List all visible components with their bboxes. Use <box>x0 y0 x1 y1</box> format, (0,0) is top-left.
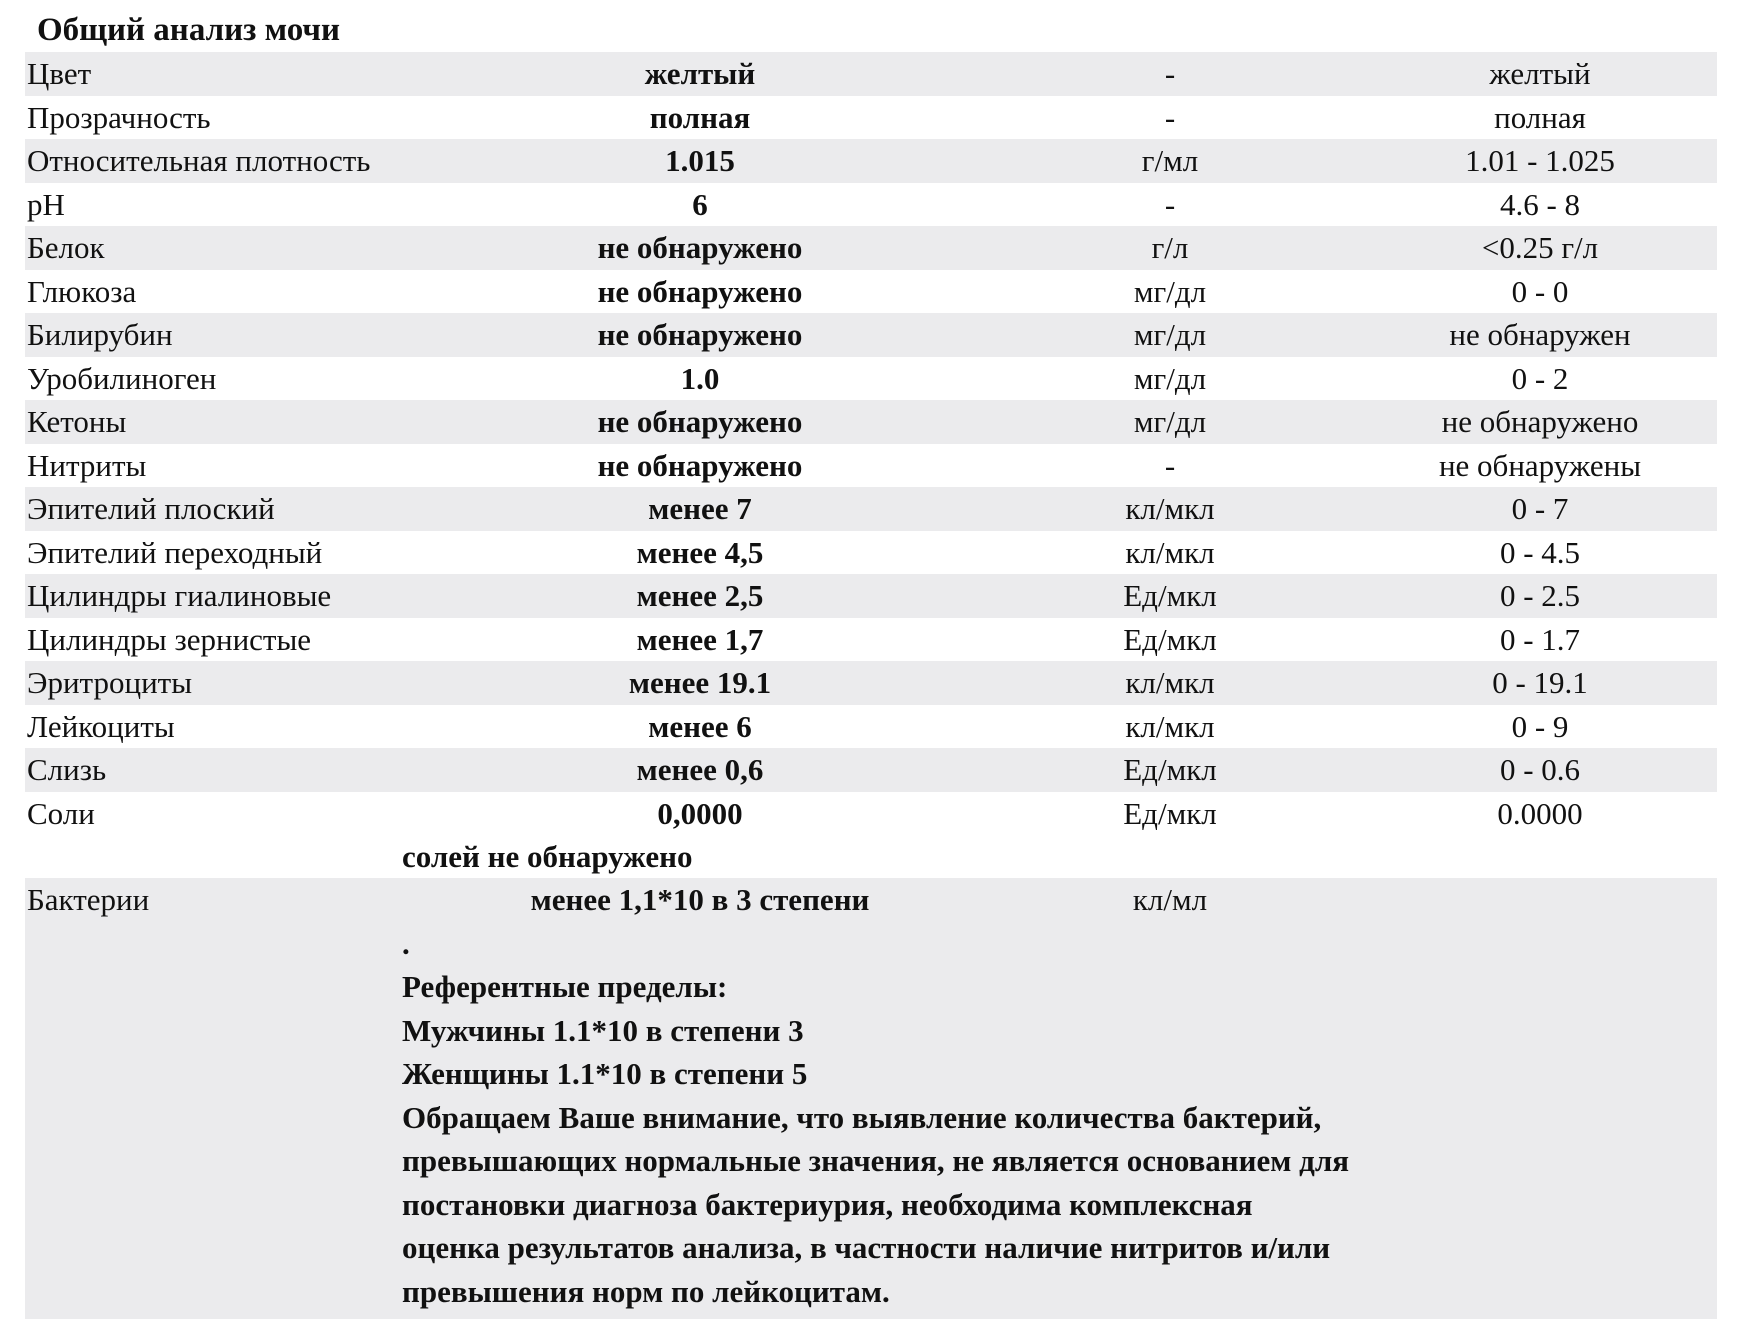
row-value: 1.0 <box>680 360 720 396</box>
row-name: Билирубин <box>27 317 173 352</box>
table-row <box>25 748 1717 792</box>
row-name: Относительная плотность <box>27 143 371 178</box>
note-line: Референтные пределы: <box>402 969 728 1004</box>
table-row <box>25 487 1717 531</box>
row-unit: кл/мкл <box>1125 665 1215 700</box>
table-row <box>25 270 1717 314</box>
table-row <box>25 313 1717 357</box>
row-value: желтый <box>644 56 756 91</box>
row-unit: - <box>1164 447 1176 483</box>
note-line: Женщины 1.1*10 в степени 5 <box>402 1056 808 1091</box>
row-value: 0,0000 <box>657 795 743 831</box>
row-reference: не обнаружен <box>1449 317 1631 352</box>
row-name: Прозрачность <box>27 99 211 135</box>
row-name: Бактерии <box>27 882 150 917</box>
row-name: Эпителий плоский <box>27 491 275 526</box>
note-line: превышающих нормальные значения, не является основанием для <box>402 1143 1349 1178</box>
row-unit: - <box>1164 99 1176 135</box>
row-unit: мг/дл <box>1133 317 1207 352</box>
row-unit: кл/мкл <box>1125 491 1215 526</box>
row-name: Лейкоциты <box>27 708 175 744</box>
row-value: не обнаружено <box>597 447 803 483</box>
row-name: pH <box>27 186 65 222</box>
row-value: не обнаружено <box>597 273 803 309</box>
row-name: Глюкоза <box>27 273 137 309</box>
row-name: Кетоны <box>27 404 127 439</box>
table-row <box>25 357 1717 401</box>
row-value: менее 4,5 <box>636 534 764 570</box>
table-row <box>25 705 1717 749</box>
table-row <box>25 226 1717 270</box>
row-value: не обнаружено <box>597 317 803 352</box>
table-row <box>25 792 1717 836</box>
table-row <box>25 531 1717 575</box>
note-line: превышения норм по лейкоцитам. <box>402 1273 890 1309</box>
note-line: . <box>402 925 410 961</box>
row-reference: 0 - 19.1 <box>1492 665 1588 700</box>
row-value: менее 7 <box>648 491 752 526</box>
row-reference: 0 - 0 <box>1511 273 1569 309</box>
row-reference: не обнаружено <box>1441 404 1639 439</box>
row-name: Цвет <box>27 56 92 91</box>
note-line: оценка результатов анализа, в частности наличие нитритов и/или <box>402 1230 1331 1265</box>
row-value: не обнаружено <box>597 404 803 439</box>
row-reference: не обнаружены <box>1438 447 1642 483</box>
results-table <box>25 52 1717 835</box>
row-value: не обнаружено <box>597 230 803 265</box>
row-reference: 0 - 4.5 <box>1499 534 1581 570</box>
note-line: Мужчины 1.1*10 в степени 3 <box>402 1012 804 1048</box>
row-name: Эритроциты <box>27 665 193 700</box>
bacteria-notes <box>25 922 1717 1320</box>
row-unit: - <box>1164 186 1176 222</box>
row-value: 6 <box>692 186 708 222</box>
table-row <box>25 618 1717 662</box>
table-row <box>25 96 1717 140</box>
urinalysis-report <box>25 8 1717 1319</box>
row-name: Цилиндры гиалиновые <box>27 578 332 613</box>
bacteria-block <box>25 878 1717 1319</box>
row-value: менее 19.1 <box>628 665 772 700</box>
row-unit: Ед/мкл <box>1123 795 1217 831</box>
row-unit: мг/дл <box>1133 360 1207 396</box>
row-reference: 1.01 - 1.025 <box>1465 143 1615 178</box>
row-value: 1.015 <box>665 143 735 178</box>
row-value: менее 6 <box>648 708 752 744</box>
row-unit: г/л <box>1151 230 1189 265</box>
row-reference: полная <box>1494 99 1586 135</box>
row-unit: - <box>1164 56 1176 91</box>
row-reference: 0 - 9 <box>1511 708 1569 744</box>
table-row <box>25 661 1717 705</box>
salts-note: солей не обнаружено <box>402 839 693 874</box>
row-value: менее 1,1*10 в 3 степени <box>530 882 870 917</box>
row-value: менее 1,7 <box>636 621 764 657</box>
row-reference: желтый <box>1489 56 1591 91</box>
row-reference: 0 - 7 <box>1511 491 1569 526</box>
row-value: полная <box>649 99 751 135</box>
table-row <box>25 139 1717 183</box>
row-reference: <0.25 г/л <box>1481 230 1599 265</box>
row-name: Эпителий переходный <box>27 534 323 570</box>
table-row <box>25 400 1717 444</box>
table-row-bacteria <box>25 878 1717 922</box>
row-value: менее 0,6 <box>636 752 764 787</box>
row-reference: 0.0000 <box>1497 795 1583 831</box>
row-name: Слизь <box>27 752 107 787</box>
table-row <box>25 183 1717 227</box>
row-name: Цилиндры зернистые <box>27 621 312 657</box>
row-name: Соли <box>27 795 95 831</box>
table-row <box>25 52 1717 96</box>
note-line: постановки диагноза бактериурия, необходима комплексная <box>402 1186 1253 1222</box>
row-unit: кл/мкл <box>1125 534 1215 570</box>
row-name: Белок <box>27 230 105 265</box>
row-reference: 0 - 0.6 <box>1499 752 1581 787</box>
row-name: Уробилиноген <box>27 360 217 396</box>
row-unit: Ед/мкл <box>1123 752 1217 787</box>
note-line: Обращаем Ваше внимание, что выявление количества бактерий, <box>402 1099 1322 1135</box>
row-reference: 0 - 1.7 <box>1499 621 1581 657</box>
row-value: менее 2,5 <box>636 578 764 613</box>
row-unit: г/мл <box>1141 143 1199 178</box>
row-reference: 0 - 2 <box>1511 360 1569 396</box>
table-row <box>25 574 1717 618</box>
row-reference: 0 - 2.5 <box>1499 578 1581 613</box>
section-title: Общий анализ мочи <box>37 12 340 48</box>
table-row <box>25 444 1717 488</box>
row-name: Нитриты <box>27 447 147 483</box>
row-reference: 4.6 - 8 <box>1499 186 1581 222</box>
row-unit: мг/дл <box>1133 404 1207 439</box>
row-unit: кл/мкл <box>1125 708 1215 744</box>
row-unit: мг/дл <box>1133 273 1207 309</box>
row-unit: кл/мл <box>1132 882 1208 917</box>
row-unit: Ед/мкл <box>1123 621 1217 657</box>
row-unit: Ед/мкл <box>1123 578 1217 613</box>
